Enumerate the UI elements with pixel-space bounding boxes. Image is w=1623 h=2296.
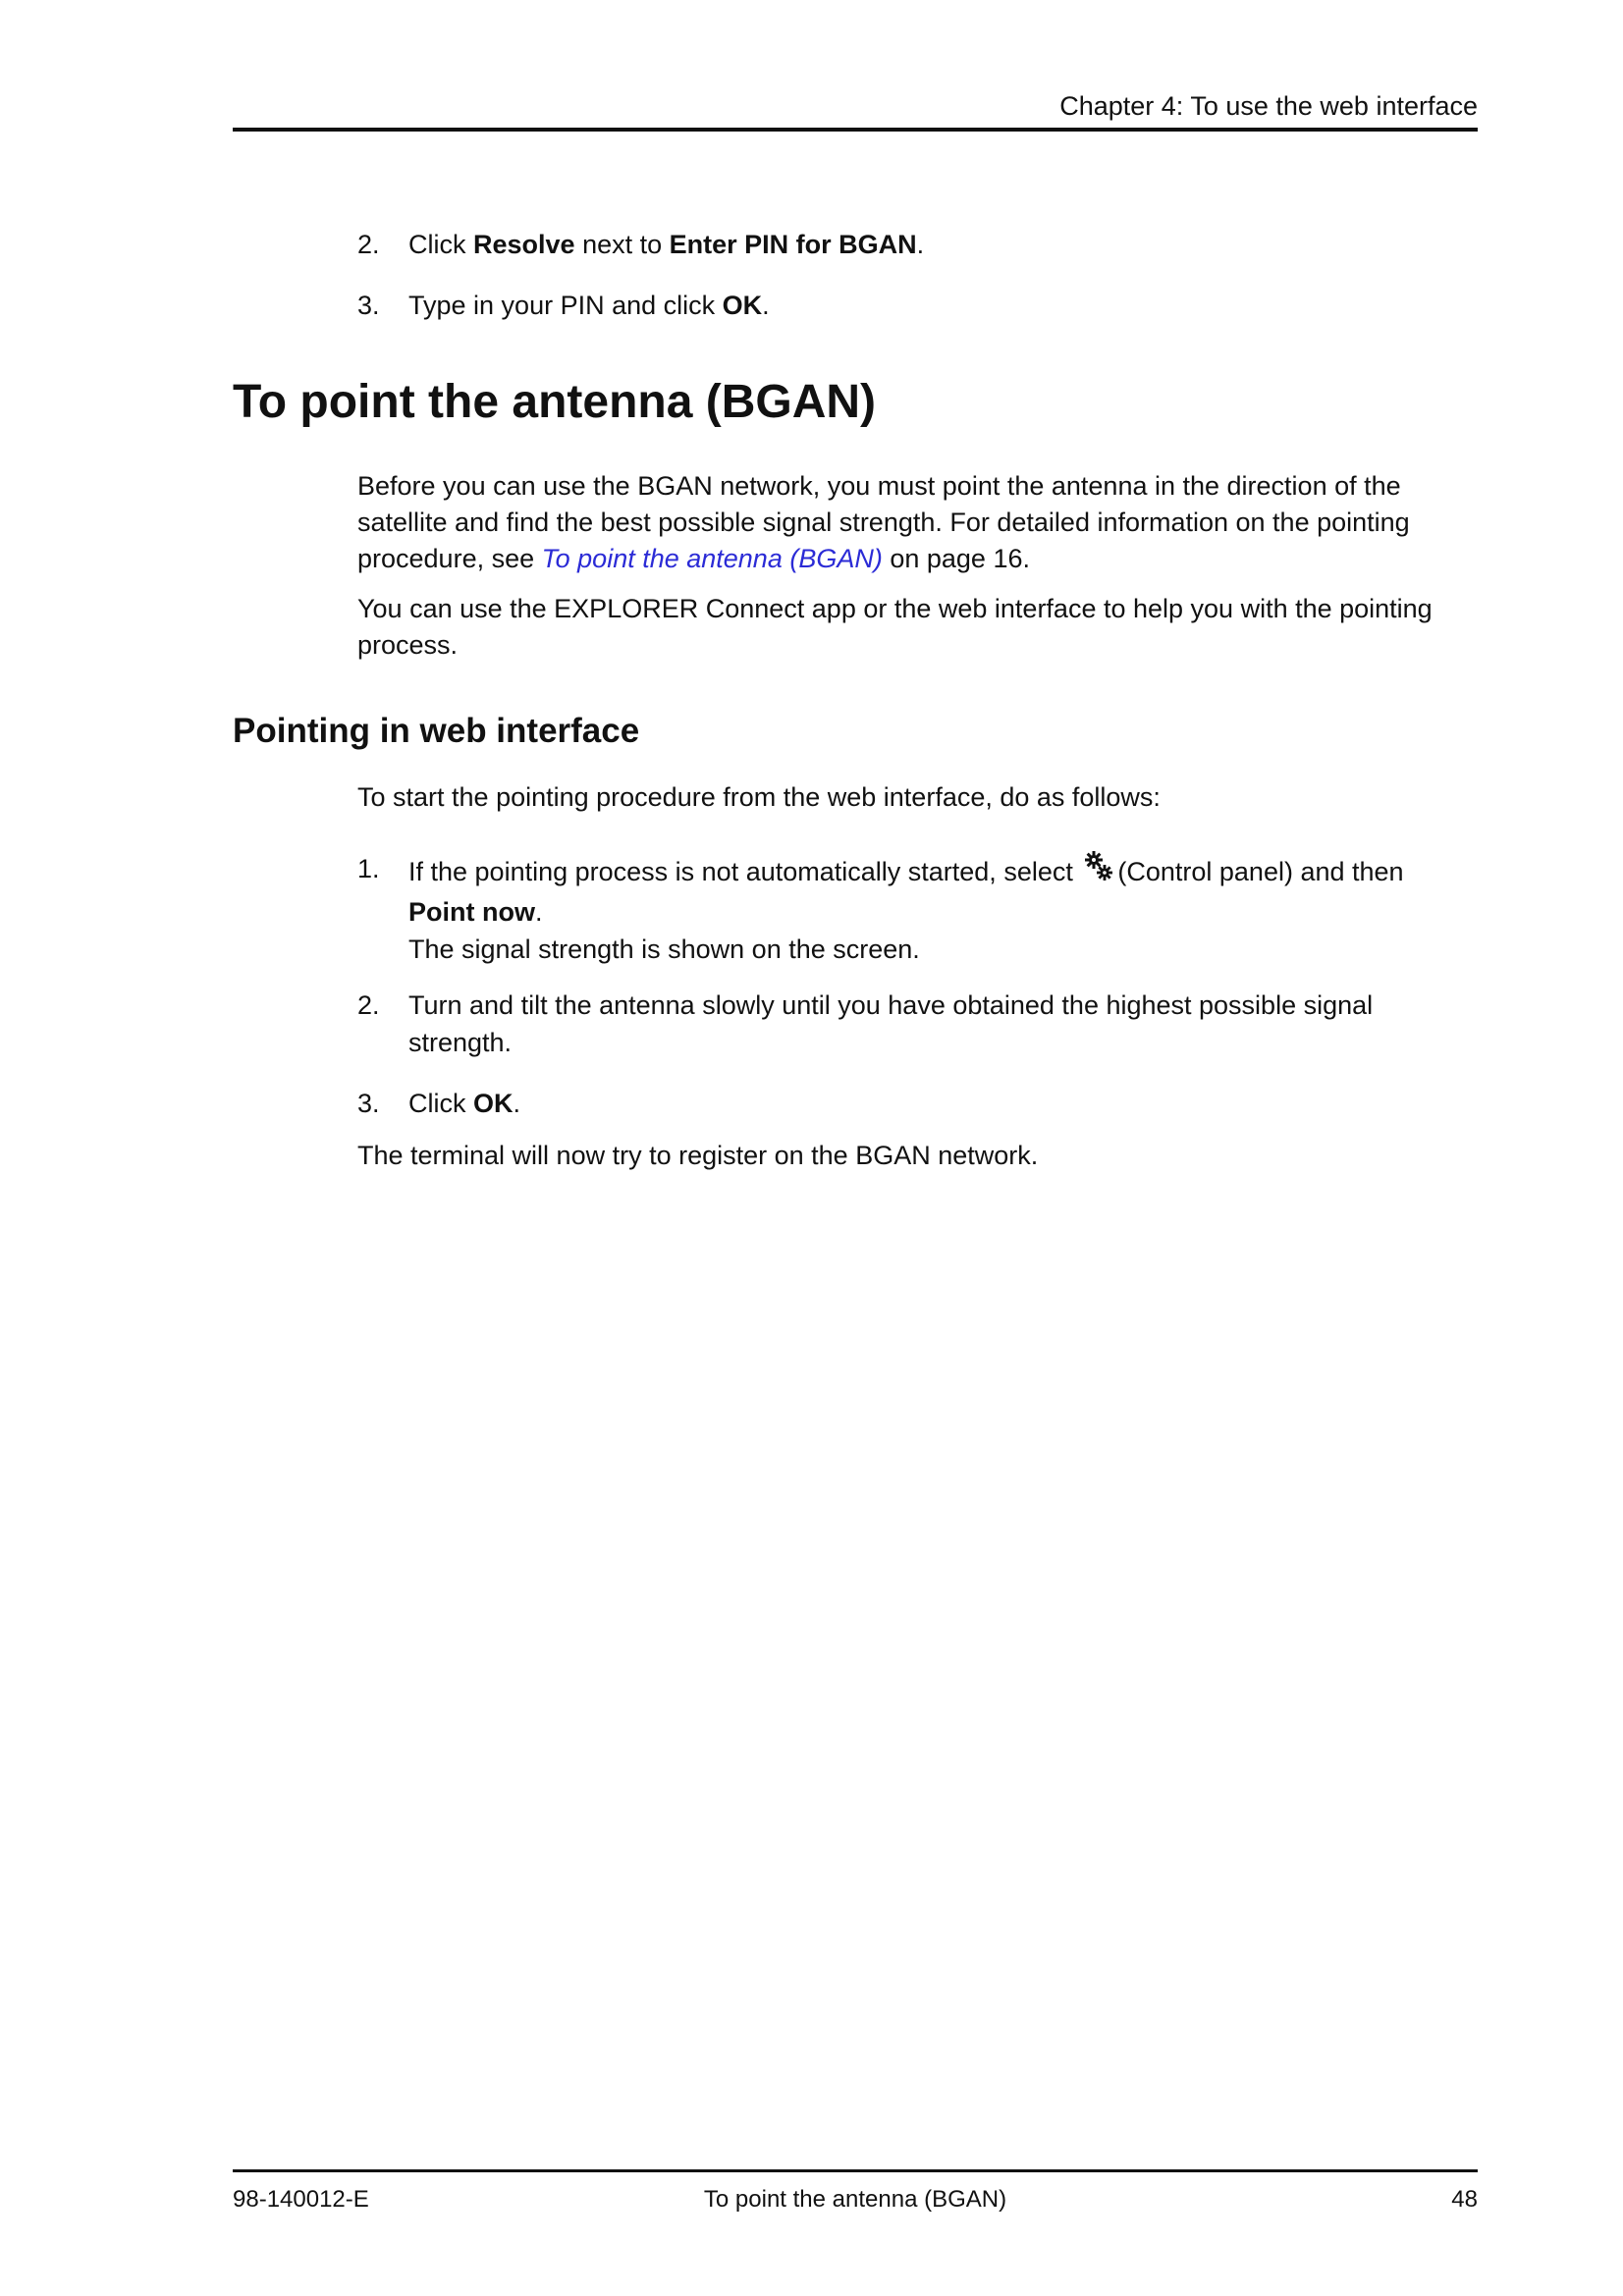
signal-note: The signal strength is shown on the screen. [408, 934, 920, 964]
resolve-label: Resolve [473, 230, 575, 259]
ok-label: OK [722, 291, 763, 320]
section-title: To point the antenna (BGAN) [233, 376, 877, 428]
footer-section-title: To point the antenna (BGAN) [703, 2186, 1007, 2213]
page-header [233, 88, 1478, 132]
ok-label-2: OK [473, 1089, 514, 1118]
subsection-outro: The terminal will now try to register on the BGAN network. [357, 1141, 1039, 1170]
section-paragraph-2: You can use the EXPLORER Connect app or the web interface to help you with the pointing process. [357, 594, 1433, 660]
document-number: 98-140012-E [233, 2186, 369, 2213]
section-paragraph-1: Before you can use the BGAN network, you must point the antenna in the direction of the satellite and find the best possible signal strength. For detailed information on the pointing procedure, see To point the antenna (BGAN) on page 16. [357, 471, 1410, 573]
chapter-title: Chapter 4: To use the web interface [1059, 91, 1478, 121]
subsection-intro: To start the pointing procedure from the web interface, do as follows: [357, 782, 1161, 812]
cross-reference-link[interactable]: To point the antenna (BGAN) [541, 544, 883, 573]
page-footer [233, 2169, 1478, 2218]
gear-icon [1082, 850, 1115, 893]
point-now-label: Point now [408, 897, 535, 927]
enter-pin-label: Enter PIN for BGAN [669, 230, 917, 259]
page-number: 48 [1451, 2186, 1478, 2213]
subsection-title: Pointing in web interface [233, 712, 640, 750]
